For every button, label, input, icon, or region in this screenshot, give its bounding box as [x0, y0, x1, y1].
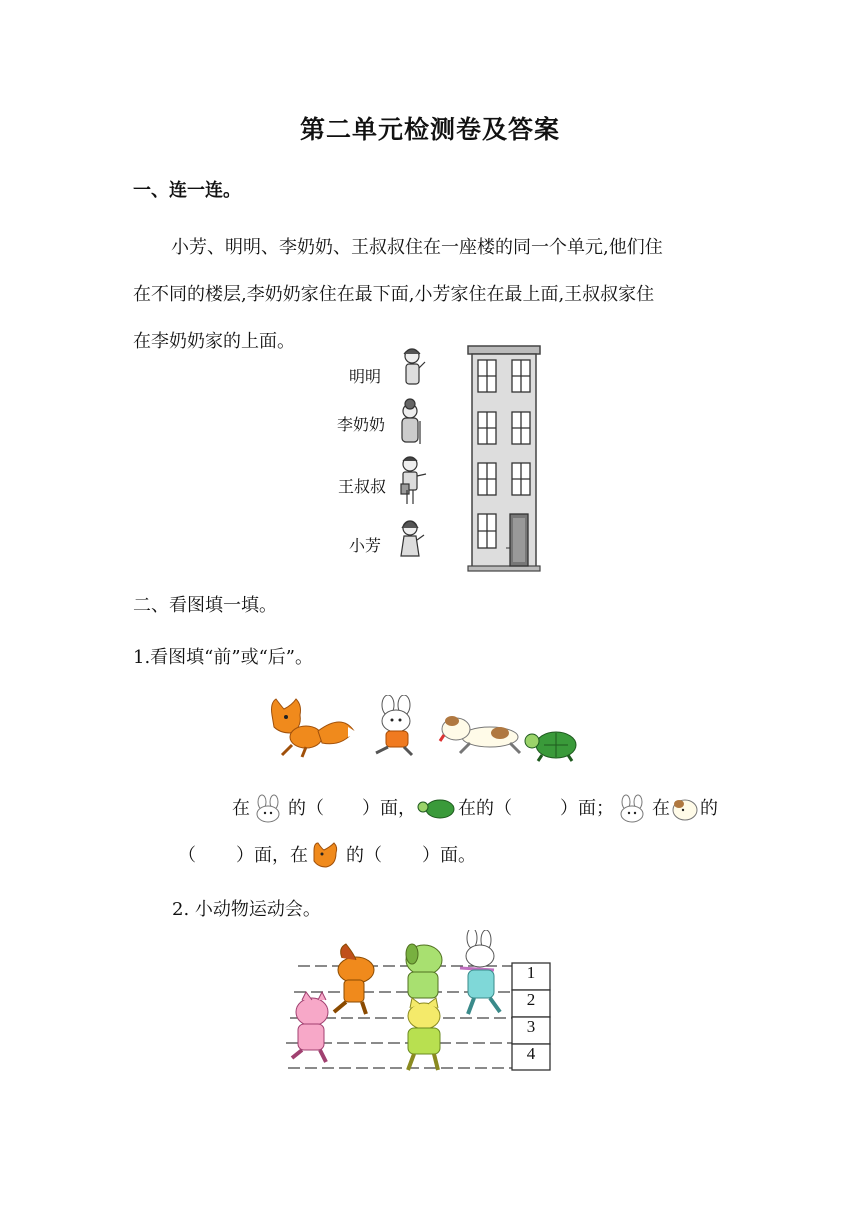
rabbit-mini-icon-2: [614, 794, 652, 824]
paragraph-line-1: 小芳、明明、李奶奶、王叔叔住在一座楼的同一个单元,他们住: [171, 237, 663, 258]
lane-number-4: 4: [526, 1044, 536, 1063]
horse-icon: [334, 944, 374, 1014]
q1-prompt: 1.看图填“前”或“后”。: [133, 647, 313, 668]
line1-text-a: 在: [232, 798, 250, 819]
lane-number-3: 3: [526, 1017, 536, 1036]
grandma-figure-icon: [402, 399, 420, 444]
line1-text-c: ）面，: [362, 798, 416, 819]
q1-line1: [232, 785, 718, 832]
page-title: 第二单元检测卷及答案: [299, 115, 560, 144]
lane-number-2: 2: [526, 990, 536, 1009]
line1-text-b: 的（: [288, 798, 324, 819]
animals-race-row: [262, 695, 592, 765]
person-name-linainai[interactable]: 李奶奶: [337, 415, 386, 434]
pig-icon: [292, 992, 328, 1062]
fox-icon: [272, 699, 359, 757]
line1-text-g: 的: [700, 798, 718, 819]
section1-heading: 一、连一连。: [133, 180, 241, 201]
person-name-wangshushu[interactable]: 王叔叔: [338, 477, 387, 496]
line2-text-d: ）面。: [422, 845, 476, 866]
rabbit-icon: [376, 695, 412, 755]
dog-icon-lane: [406, 944, 442, 998]
fox-mini-icon: [308, 841, 346, 871]
q1-line2: [178, 832, 476, 879]
person-name-xiaofang[interactable]: 小芳: [349, 536, 382, 555]
apartment-building-icon: [466, 344, 544, 574]
uncle-figure-icon: [401, 457, 426, 504]
person-name-mingming[interactable]: 明明: [349, 367, 382, 386]
cat-icon: [408, 998, 440, 1070]
line2-text-b: ）面，在: [236, 845, 308, 866]
section2-heading: 二、看图填一填。: [133, 595, 277, 616]
dog-icon: [440, 716, 520, 753]
line2-text-a: （: [178, 845, 196, 866]
line1-text-e: ）面；: [560, 798, 614, 819]
paragraph-line-2: 在不同的楼层,李奶奶家住在最下面,小芳家住在最上面,王叔叔家住: [133, 284, 655, 305]
line1-text-d: 在的（: [458, 798, 512, 819]
girl-figure-icon: [401, 521, 424, 556]
turtle-icon: [525, 732, 576, 761]
rabbit-mini-icon: [250, 794, 288, 824]
paragraph-line-3: 在李奶奶家的上面。: [133, 331, 295, 352]
people-figures: [398, 344, 438, 574]
q2-prompt: 2. 小动物运动会。: [172, 899, 321, 920]
line2-text-c: 的（: [346, 845, 382, 866]
lane-number-1: 1: [526, 963, 536, 982]
line1-text-f: 在: [652, 798, 670, 819]
dog-mini-icon: [670, 795, 700, 823]
turtle-mini-icon: [416, 796, 458, 822]
boy-figure-icon: [404, 349, 425, 384]
rabbit-icon-lane: [460, 930, 500, 1014]
